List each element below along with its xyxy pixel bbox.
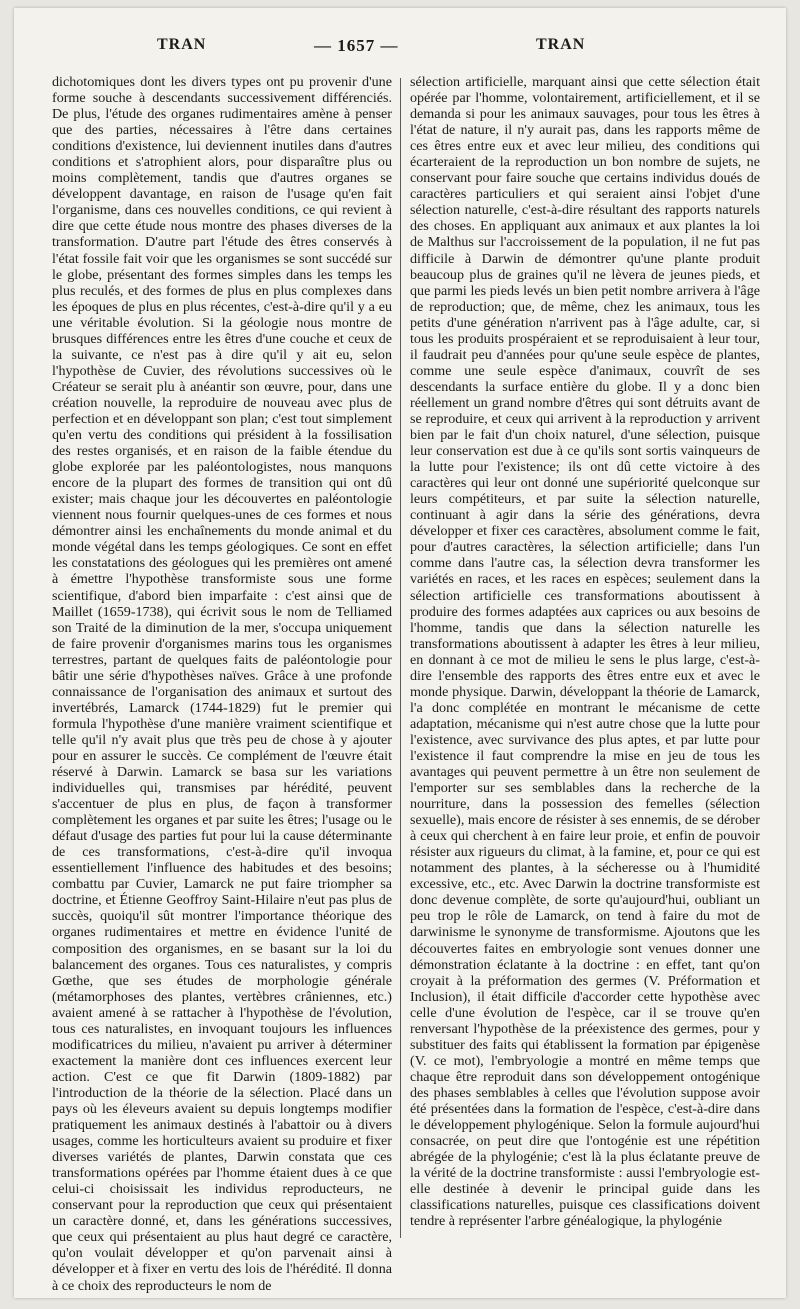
- left-column: [52, 74, 392, 1294]
- column-divider: [400, 78, 401, 1238]
- dictionary-page: [14, 8, 786, 1298]
- page-number: — 1657 —: [314, 36, 399, 55]
- right-column-text: sélection artificielle, marquant ainsi que cette sélection était opérée par l'homme, volontairement, artificiellement, et il se demanda si pour les animaux sauvages, pour tous les êtres à l'état de nature, il n'y aurait pas, dans les rapports même de ces êtres entre eux et avec leur milieu, des conditions qui écarteraient de la reproduction un bon nombre de sujets, ne conservant pour faire souche que certains individus doués de caractères particuliers et qui seraient ainsi l'objet d'une sélection naturelle, c'est-à-dire résultant des rapports naturels des choses. En appliquant aux animaux et aux plantes la loi de Malthus sur l'accroissement de la population, il ne fut pas difficile à Darwin de démontrer qu'une plante produit beaucoup plus de graines qu'il ne lèvera de jeunes pieds, et que parmi les pieds levés un bien petit nombre arrivera à l'âge de reproduction; que, de même, chez les animaux, tous les petits d'une génération n'arrivent pas à l'âge adulte, car, si tous les produits prospéraient et se reproduisaient à leur tour, il faudrait peu d'années pour qu'une seule espèce de plantes, comme une seule espèce d'animaux, couvrît de ses descendants la surface entière du globe. Il y a donc bien réellement un grand nombre d'êtres qui sont détruits avant de se reproduire, et ceux qui arrivent à la reproduction y arrivent bien par le fait d'un choix naturel, d'une sélection, puisque leur conservation est due à ce qu'ils sont sortis vainqueurs de la lutte pour l'existence; ils ont dû cette victoire à des caractères qui leur ont donné une supériorité quelconque sur leurs compétiteurs, et par suite la sélection naturelle, continuant à agir dans la série des générations, devra développer et fixer ces caractères, absolument comme le fait, pour d'autres caractères, la sélection artificielle; dans l'un comme dans l'autre cas, la sélection devra transformer les variétés en races, et les races en espèces; seulement dans la sélection artificielle ces transformations aboutissent à produire des formes adaptées aux caprices ou aux besoins de l'homme, tandis que dans la sélection naturelle les transformations aboutissent à adapter les êtres à leur milieu, en donnant à ce mot de milieu le sens le plus large, c'est-à-dire l'ensemble des rapports des êtres entre eux et avec le monde physique. Darwin, développant la théorie de Lamarck, l'a donc complétée en montrant le mécanisme de cette adaptation, mécanisme qui n'est autre chose que la lutte pour l'existence, avec survivance des plus aptes, et par lutte pour l'existence il faut comprendre la mise en jeu de tous les avantages qui peuvent permettre à un être non seulement de l'emporter sur ses semblables dans la recherche de la nourriture, dans la possession des femelles (sélection sexuelle), mais encore de résister à ses ennemis, de se dérober à ceux qui cherchent à en faire leur proie, et enfin de pouvoir résister aux rigueurs du climat, à la famine, et, pour ce qui est notamment des plantes, à la sécheresse ou à l'humidité excessive, etc., etc. Avec Darwin la doctrine transformiste est donc devenue complète, de sorte qu'aujourd'hui, oubliant un peu trop le rôle de Lamarck, on tend à faire du mot de darwinisme le synonyme de transformisme. Ajoutons que les découvertes faites en embryologie sont venues donner une démonstration éclatante à la doctrine : en effet, tant qu'on croyait à la préformation des germes (V. Préformation et Inclusion), il était difficile d'accorder cette hypothèse avec celle d'une évolution de l'espèce, car il se trouve qu'en renversant l'hypothèse de la préexistence des germes, pour y substituer des faits qui établissent la formation par épigenèse (V. ce mot), l'embryologie a montré en même temps que chaque être reproduit dans son développement ontogénique des phases semblables à celles que l'évolution suppose avoir été présentées dans la formation de l'espèce, c'est-à-dire dans le développement phylogénique. Selon la formule aujourd'hui consacrée, on peut dire que l'ontogénie est une répétition abrégée de la phylogénie; c'est là la plus éclatante preuve de la vérité de la doctrine transformiste : aussi l'embryologie est-elle destinée à devenir le principal guide dans les classifications naturelles, puisque ces classifications doivent tendre à représenter l'arbre généalogique, la phylogénie: [410, 74, 760, 1230]
- left-column-text: dichotomiques dont les divers types ont pu provenir d'une forme souche à descendants successivement différenciés. De plus, l'étude des organes rudimentaires amène à penser que des parties, nécessaires à l'être dans certaines conditions d'existence, lui deviennent inutiles dans d'autres conditions et s'atrophient alors, pour disparaître plus ou moins complètement, tandis que d'autres organes se développent davantage, en raison de l'usage qu'en fait l'organisme, dans ces nouvelles conditions, ce qui revient à dire que cette étude nous montre des phases diverses de la transformation. D'autre part l'étude des êtres conservés à l'état fossile fait voir que les organismes se sont succédé sur le globe, présentant des formes simples dans les temps les plus reculés, et des formes de plus en plus complexes dans les époques de plus en plus récentes, c'est-à-dire qu'il y a eu une véritable évolution. Si la géologie nous montre de brusques différences entre les êtres d'une couche et ceux de la suivante, ce n'est pas à dire qu'il y ait eu, selon l'hypothèse de Cuvier, des révolutions successives où le Créateur se serait plu à anéantir son œuvre, pour, dans une création nouvelle, la reproduire de nouveau avec plus de perfection et en développant son plan; c'est tout simplement qu'en vertu des conditions qui président à la fossilisation des restes organisés, et en raison de la faible étendue du globe explorée par les paléontologistes, nous manquons encore de la plupart des formes de transition qui ont dû exister; mais chaque jour les découvertes en paléontologie viennent nous fournir quelques-unes de ces formes et nous démontrer ainsi les enchaînements du monde animal et du monde végétal dans les temps géologiques. Ce sont en effet les constatations des géologues qui les premières ont amené à émettre l'hypothèse transformiste sous une forme scientifique, d'abord bien imparfaite : c'est ainsi que de Maillet (1659-1738), qui écrivit sous le nom de Telliamed son Traité de la diminution de la mer, s'occupa uniquement de faire provenir d'organismes marins tous les organismes terrestres, partant de quelques faits de paléontologie pour bâtir une série d'hypothèses naïves. Grâce à une profonde connaissance de l'organisation des animaux et surtout des invertébrés, Lamarck (1744-1829) fut le premier qui formula l'hypothèse d'une manière vraiment scientifique et telle qu'il n'y avait plus que très peu de chose à y ajouter pour en assurer le succès. Ce complément de l'œuvre était réservé à Darwin. Lamarck se basa sur les variations individuelles qui, transmises par hérédité, peuvent s'accentuer de plus en plus, de façon à transformer complètement les organes et par suite les êtres; l'usage ou le défaut d'usage des parties fut pour lui la cause déterminante de ces transformations, c'est-à-dire qu'il invoqua essentiellement l'influence des habitudes et des besoins; combattu par Cuvier, Lamarck ne put faire triompher sa doctrine, et Étienne Geoffroy Saint-Hilaire n'eut pas plus de succès, quoiqu'il sût montrer l'importance théorique des organes rudimentaires et mettre en évidence l'unité de composition des organismes, en se basant sur la loi du balancement des organes. Tous ces naturalistes, y compris Gœthe, que ses études de morphologie générale (métamorphoses des plantes, vertèbres crâniennes, etc.) avaient amené à se rattacher à l'hypothèse de l'évolution, tous ces naturalistes, en invoquant toujours les influences modificatrices du milieu, n'avaient pu arriver à déterminer exactement la manière dont ces influences exercent leur action. C'est ce que fit Darwin (1809-1882) par l'introduction de la théorie de la sélection. Placé dans un pays où les éleveurs avaient su depuis longtemps modifier pratiquement les animaux destinés à l'abattoir ou à divers usages, comme les horticulteurs avaient su produire et fixer diverses variétés de plantes, Darwin constata que ces transformations opérées par l'homme étaient dues à ce que celui-ci choisissait les individus reproducteurs, ne conservant pour la reproduction que ceux qui présentaient un caractère donné, et, dans les générations successives, que ceux qui présentaient au plus haut degré ce caractère, qu'on voulait développer et qu'on parvenait ainsi à développer et à fixer en vertu des lois de l'hérédité. Il donna à ce choix des reproducteurs le nom de: [52, 74, 392, 1294]
- running-head-right: TRAN: [536, 36, 586, 53]
- right-column: [410, 74, 760, 1244]
- page-header: [14, 36, 786, 60]
- running-head-left: TRAN: [157, 36, 207, 53]
